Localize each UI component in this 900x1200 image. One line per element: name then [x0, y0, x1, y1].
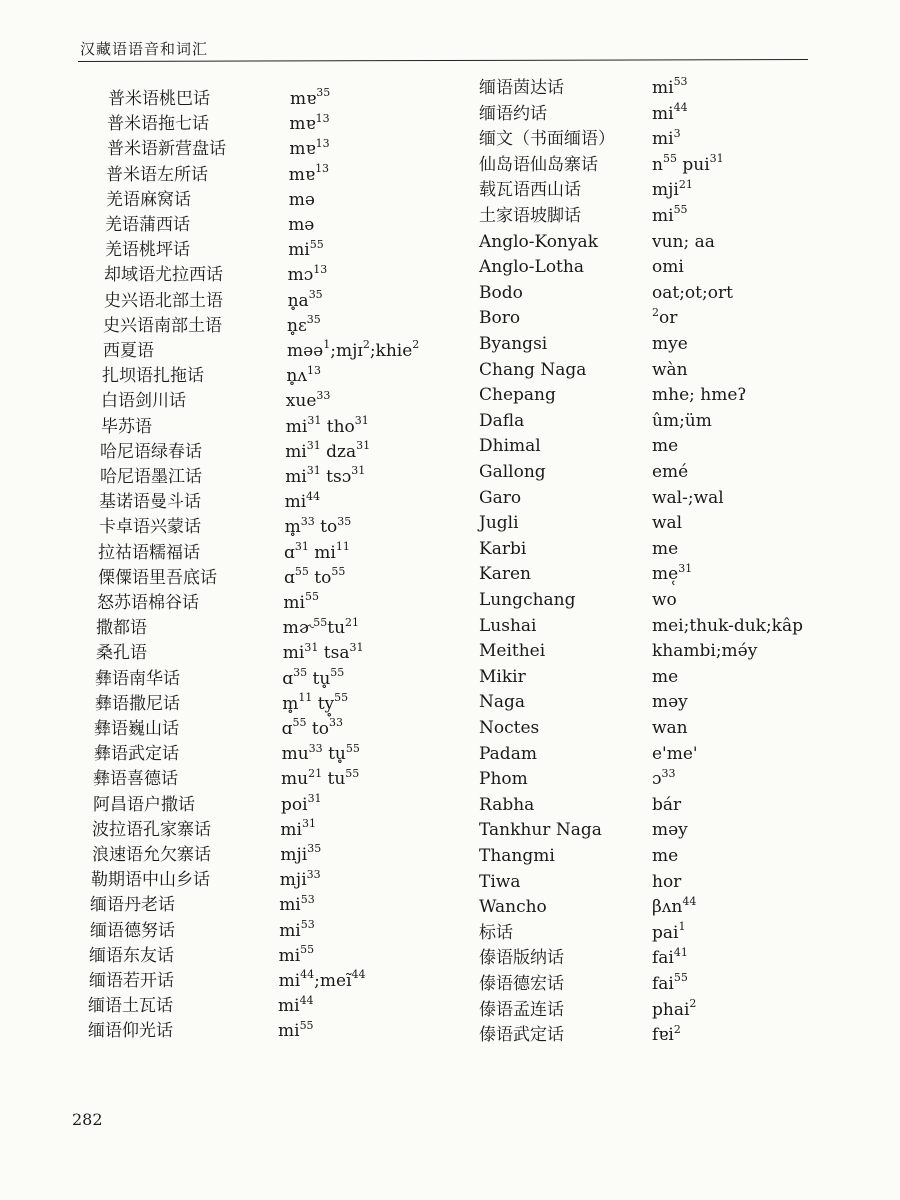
dialect-name: 撒都语	[96, 618, 147, 639]
dialect-name: 毕苏语	[101, 416, 152, 437]
dialect-name: 彝语武定话	[94, 744, 179, 765]
dialect-name: Dhimal	[479, 436, 541, 457]
dialect-name: Phom	[479, 769, 528, 790]
dialect-name: 卡卓语兴蒙话	[99, 517, 201, 538]
word-form: m̥$^{11}$ ty̥$^{55}$	[282, 691, 349, 714]
word-form: məə$^1$;mjɪ$^2$;khie$^2$	[287, 338, 420, 361]
word-form: $mi^{53}$	[279, 917, 315, 941]
word-form: poi$^{31}$	[281, 791, 322, 815]
dialect-name: Meithei	[479, 641, 546, 662]
word-form: fɐi$^2$	[652, 1022, 681, 1046]
dialect-name: 彝语撒尼话	[95, 693, 180, 714]
dialect-name: 波拉语孔家寨话	[92, 819, 211, 840]
word-form: $mi^{53}$	[652, 75, 688, 98]
dialect-name: Bodo	[479, 282, 523, 303]
word-form: $mi^{31}$	[280, 817, 316, 840]
word-form: $mi^{55}$	[288, 237, 324, 261]
word-form: me̜$^{31}$	[652, 561, 693, 585]
dialect-name: Tiwa	[479, 871, 521, 892]
dialect-name: Thangmi	[479, 846, 555, 866]
word-form: mji$^{21}$	[652, 177, 693, 201]
word-form: $n̥a^{35}$	[287, 287, 323, 311]
dialect-name: 羌语蒲西话	[105, 215, 190, 235]
dialect-name: Boro	[479, 308, 521, 329]
dialect-name: 缅语丹老话	[90, 895, 175, 916]
word-form: mə	[288, 215, 315, 235]
dialect-name: 缅语约话	[479, 103, 547, 124]
dialect-name: Noctes	[479, 718, 540, 738]
word-form: $^2$or	[652, 305, 678, 329]
dialect-name: 傣语德宏话	[479, 974, 564, 994]
word-form: mə	[288, 189, 315, 210]
dialect-name: Karen	[479, 564, 531, 585]
dialect-name: Anglo-Lotha	[479, 257, 584, 278]
dialect-name: Lushai	[479, 615, 537, 636]
dialect-name: 普米语拖七话	[107, 114, 209, 135]
dialect-name: 普米语新营盘话	[107, 139, 226, 160]
dialect-name: 傣语版纳话	[479, 948, 564, 969]
word-form: məy	[652, 820, 688, 841]
word-form: emé	[652, 462, 689, 482]
dialect-name: 史兴语南部土语	[103, 315, 222, 336]
dialect-name: 白语剑川话	[101, 391, 186, 412]
word-form: mye	[652, 334, 688, 354]
word-form: me	[652, 538, 679, 559]
word-form: wo	[652, 590, 677, 610]
word-form: $mi^{31}$ tsɔ$^{31}$	[285, 464, 366, 487]
word-form: phai$^2$	[652, 996, 697, 1020]
word-form: fai$^{41}$	[652, 945, 688, 969]
word-form: məy	[652, 692, 688, 713]
dialect-name: 缅语土瓦话	[88, 996, 173, 1017]
word-form: $mi^{55}$	[278, 943, 315, 966]
dialect-name: Rabha	[479, 794, 535, 815]
word-form: khambi;mə́y	[652, 641, 758, 662]
dialect-name: 桑孔语	[96, 643, 147, 664]
dialect-name: Wancho	[479, 897, 547, 918]
word-form: $mi^{31}$ tsa$^{31}$	[282, 640, 364, 664]
dialect-name: 西夏语	[103, 341, 154, 361]
word-form: βʌn$^{44}$	[652, 894, 697, 918]
word-form: ɑ$^{35}$ tu̥$^{55}$	[282, 665, 345, 689]
dialect-name: 缅语仰光话	[88, 1021, 173, 1042]
word-form: $mi^{55}$	[652, 203, 688, 226]
dialect-name: 彝语巍山话	[94, 719, 179, 739]
word-form: $mɚ^{55}tu^{21}$	[282, 615, 360, 639]
dialect-name: 缅语东友话	[89, 945, 174, 966]
word-form: pai$^1$	[652, 920, 686, 943]
word-form: mɐ$^{13}$	[288, 161, 330, 185]
word-form: me	[652, 846, 679, 866]
word-form: n̥ʌ$^{13}$	[286, 363, 321, 387]
word-form: $mi^3$	[652, 126, 681, 150]
word-form: wal-;wal	[652, 487, 724, 508]
dialect-name: 怒苏语棉谷话	[97, 593, 199, 613]
dialect-name: Mikir	[479, 666, 526, 687]
dialect-name: 却域语尤拉西话	[104, 265, 223, 286]
dialect-name: 缅语德努话	[90, 920, 175, 941]
dialect-name: Tankhur Naga	[479, 820, 602, 841]
dialect-name: Jugli	[479, 513, 519, 534]
word-form: n̥ɛ$^{35}$	[287, 313, 321, 336]
dialect-name: 勒期语中山乡话	[91, 870, 210, 891]
word-form: $mi^{55}$	[278, 1018, 314, 1042]
word-form: me	[652, 666, 679, 687]
dialect-name: 土家语坡脚话	[479, 206, 581, 226]
header-rule	[78, 59, 808, 62]
dialect-name: 羌语桃坪话	[105, 240, 190, 261]
word-form: fai$^{55}$	[652, 971, 688, 994]
dialect-name: 标话	[479, 922, 513, 943]
word-form: mɐ$^{13}$	[289, 136, 330, 160]
word-form: mji$^{33}$	[279, 867, 321, 891]
word-form: ɑ$^{55}$ $to^{55}$	[284, 565, 346, 588]
dialect-name: 缅语若开话	[89, 971, 174, 991]
dialect-name: 哈尼语绿春话	[100, 441, 202, 462]
dialect-name: 史兴语北部土语	[104, 290, 223, 311]
word-form: mɐ$^{13}$	[289, 111, 330, 135]
word-form: oat;ot;ort	[652, 282, 733, 303]
word-form: ûm;üm	[652, 410, 712, 431]
dialect-name: Garo	[479, 487, 522, 508]
dialect-name: 拉祜语糯福话	[98, 542, 200, 563]
word-form: mei;thuk-duk;kâp	[652, 615, 803, 636]
dialect-name: Anglo-Konyak	[479, 231, 598, 252]
dialect-name: 彝语喜德话	[93, 769, 178, 790]
word-form: $mi^{44}$	[284, 489, 321, 513]
page-number: 282	[72, 1110, 103, 1129]
word-form: $mi^{44}$	[652, 100, 688, 124]
dialect-name: 傣语武定话	[479, 1025, 564, 1046]
word-form: xue$^{33}$	[285, 388, 331, 412]
dialect-name: 仙岛语仙岛寨话	[479, 154, 598, 175]
word-form: vun; aa	[652, 231, 715, 252]
word-form: ɑ$^{31}$ $mi^{11}$	[284, 539, 350, 563]
word-form: $mi^{53}$	[279, 892, 315, 916]
word-form: $n^{55}$ pui$^{31}$	[652, 152, 724, 175]
word-form: hor	[652, 871, 682, 892]
dialect-name: Padam	[479, 743, 537, 764]
word-form: e'me'	[652, 743, 698, 764]
dialect-name: 载瓦语西山话	[479, 180, 581, 201]
running-header: 汉藏语语音和词汇	[80, 40, 209, 58]
dialect-name: 缅文（书面缅语）	[479, 129, 615, 150]
dialect-name: 哈尼语墨江话	[100, 467, 202, 487]
word-form: mɐ$^{35}$	[290, 86, 331, 109]
dialect-name: Lungchang	[479, 590, 576, 610]
word-form: $mi^{31}$ tho$^{31}$	[285, 413, 369, 437]
dialect-name: Dafla	[479, 410, 525, 431]
word-form: wal	[652, 513, 683, 534]
dialect-name: 彝语南华话	[95, 668, 180, 689]
word-form: mji$^{35}$	[280, 842, 322, 865]
dialect-name: Chepang	[479, 385, 556, 406]
dialect-name: 普米语桃巴话	[108, 89, 210, 109]
word-form: m̥$^{33}$ $to^{35}$	[284, 514, 352, 538]
dialect-name: 缅语茵达话	[479, 78, 564, 98]
word-form: ɑ$^{55}$ $to^{33}$	[281, 716, 343, 739]
word-form: ɔ$^{33}$	[652, 766, 676, 790]
dialect-name: Chang Naga	[479, 359, 587, 380]
word-form: mhe; hmeʔ	[652, 385, 747, 406]
word-form: wan	[652, 718, 688, 738]
dialect-name: Naga	[479, 692, 526, 713]
dialect-name: Karbi	[479, 538, 527, 559]
dialect-name: 普米语左所话	[106, 164, 208, 185]
word-form: $mi^{44}$	[278, 993, 314, 1017]
dialect-name: 扎坝语扎拖话	[102, 366, 204, 387]
word-form: $mi^{55}$	[283, 590, 319, 613]
word-form: bár	[652, 794, 682, 815]
word-form: $mu^{33}$ tu̥$^{55}$	[281, 741, 360, 765]
dialect-name: 浪速语允欠寨话	[92, 845, 211, 865]
word-form: $mi^{31}$ dza$^{31}$	[285, 439, 371, 462]
dialect-name: Byangsi	[479, 334, 548, 354]
dialect-name: 阿昌语户撒话	[93, 794, 195, 815]
word-form: $mu^{21}$ $tu^{55}$	[281, 766, 360, 790]
word-form: mɔ$^{13}$	[287, 262, 328, 286]
word-form: $mi^{44};meĩ^{44}$	[278, 968, 366, 991]
word-form: me	[652, 436, 679, 457]
dialect-name: Gallong	[479, 462, 546, 482]
word-form: wàn	[652, 359, 688, 380]
dialect-name: 基诺语曼斗话	[99, 492, 201, 513]
dialect-name: 羌语麻窝话	[106, 189, 191, 210]
word-form: omi	[652, 257, 684, 278]
dialect-name: 傣语孟连话	[479, 999, 564, 1020]
dialect-name: 傈僳语里吾底话	[98, 567, 217, 588]
